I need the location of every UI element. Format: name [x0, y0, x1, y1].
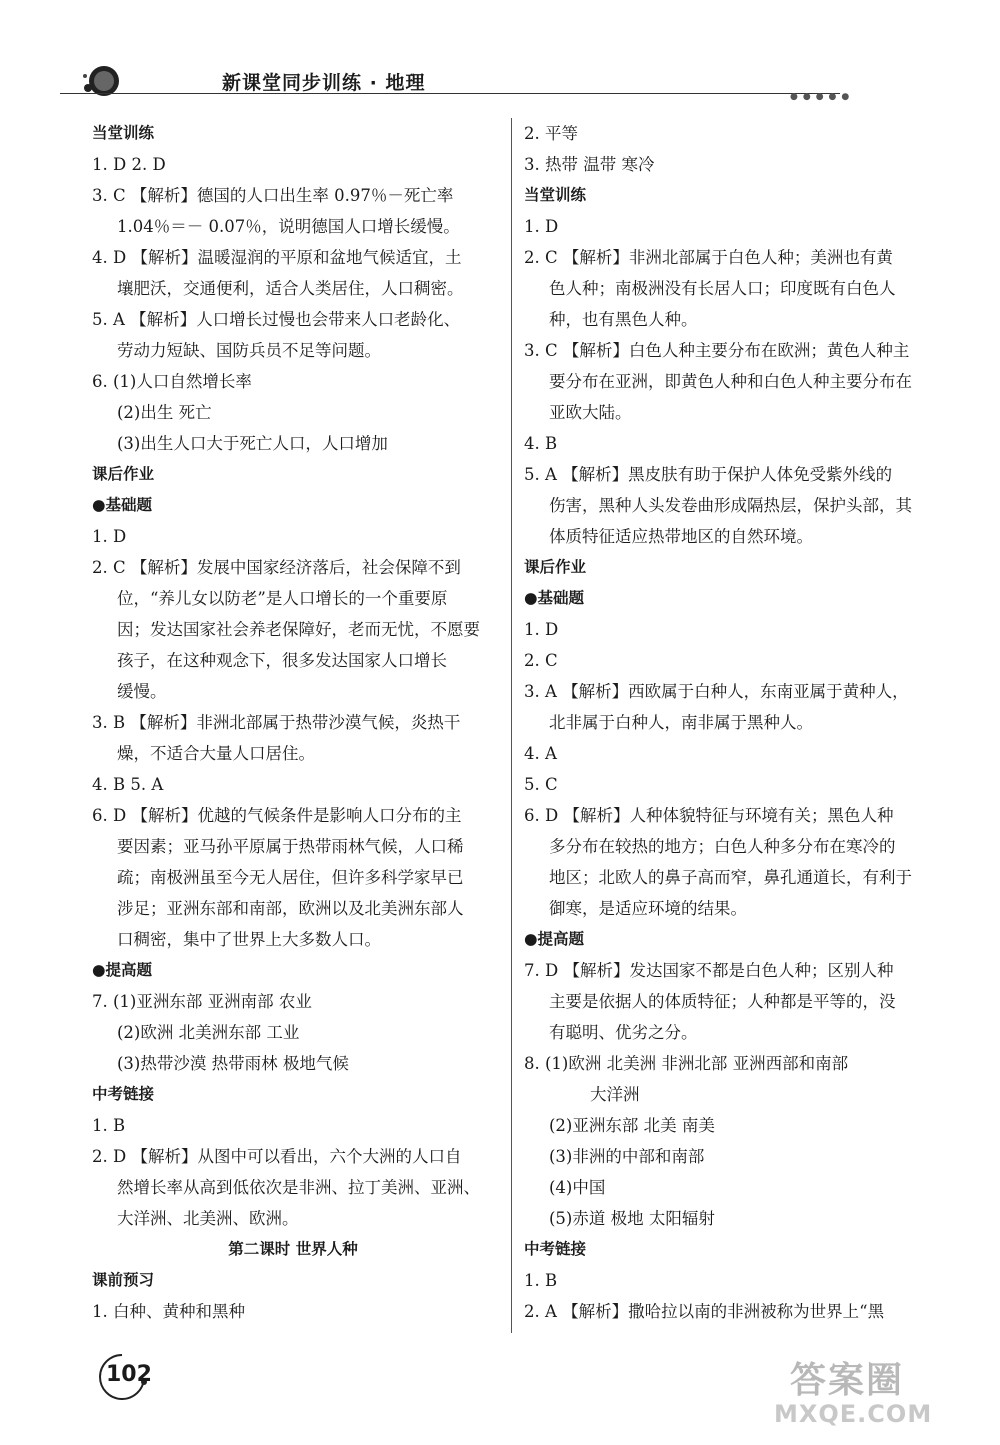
answer-line: 7. D 【解析】发达国家不都是白色人种；区别人种: [524, 961, 894, 980]
answer-line: 壤肥沃，交通便利，适合人类居住，人口稠密。: [117, 279, 464, 298]
answer-line: 2. A 【解析】撒哈拉以南的非洲被称为世界上“黑: [524, 1302, 885, 1321]
answer-line: 口稠密，集中了世界上大多数人口。: [117, 930, 381, 949]
section-heading: ●提高题: [524, 930, 585, 948]
answer-line: 5. C: [524, 775, 558, 794]
answer-line: 4. B: [524, 434, 558, 453]
answer-line: 要因素；亚马孙平原属于热带雨林气候，人口稀: [117, 837, 464, 856]
answer-line: 6. (1)人口自然增长率: [92, 372, 252, 391]
answer-line: 有聪明、优劣之分。: [549, 1023, 698, 1042]
answer-line: 缓慢。: [117, 682, 167, 701]
lesson-title: 第二课时 世界人种: [228, 1240, 358, 1258]
watermark-url: MXQE.COM: [774, 1400, 933, 1428]
answer-line: 涉足；亚洲东部和南部，欧洲以及北美洲东部人: [117, 899, 464, 918]
answer-line: 1. D: [92, 527, 127, 546]
header-rule: [60, 93, 840, 94]
answer-line: 1. 白种、黄种和黑种: [92, 1302, 245, 1321]
answer-line: 1.04％＝－ 0.07％，说明德国人口增长缓慢。: [117, 217, 460, 236]
answer-line: (2)欧洲 北美洲东部 工业: [117, 1023, 300, 1042]
answer-line: 大洋洲: [590, 1085, 640, 1104]
answer-line: 种，也有黑色人种。: [549, 310, 698, 329]
answer-line: 8. (1)欧洲 北美洲 非洲北部 亚洲西部和南部: [524, 1054, 849, 1073]
section-heading: ●基础题: [524, 589, 585, 607]
answer-line: 4. D 【解析】温暖湿润的平原和盆地气候适宜，土: [92, 248, 462, 267]
header-dots: ●●●●●: [790, 92, 855, 102]
answer-line: 要分布在亚洲，即黄色人种和白色人种主要分布在: [549, 372, 912, 391]
answer-line: 大洋洲、北美洲、欧洲。: [117, 1209, 299, 1228]
answer-line: (3)热带沙漠 热带雨林 极地气候: [117, 1054, 349, 1073]
answer-line: (3)非洲的中部和南部: [549, 1147, 705, 1166]
answer-line: 5. A 【解析】黑皮肤有助于保护人体免受紫外线的: [524, 465, 893, 484]
answer-line: 然增长率从高到低依次是非洲、拉丁美洲、亚洲、: [117, 1178, 480, 1197]
right-column: [524, 118, 922, 1327]
answer-line: 疏；南极洲虽至今无人居住，但许多科学家早已: [117, 868, 464, 887]
answer-line: 位，“养儿女以防老”是人口增长的一个重要原: [117, 589, 448, 608]
answer-line: (5)赤道 极地 太阳辐射: [549, 1209, 715, 1228]
header-title: 新课堂同步训练 · 地理: [222, 72, 426, 94]
section-heading: 课后作业: [92, 465, 155, 483]
answer-line: 1. B: [92, 1116, 126, 1135]
answer-line: (4)中国: [549, 1178, 606, 1197]
answer-line: 3. A 【解析】西欧属于白种人，东南亚属于黄种人，: [524, 682, 909, 701]
answer-line: (2)出生 死亡: [117, 403, 212, 422]
answer-line: 7. (1)亚洲东部 亚洲南部 农业: [92, 992, 312, 1011]
answer-line: 色人种；南极洲没有长居人口；印度既有白色人: [549, 279, 896, 298]
section-heading: 中考链接: [92, 1085, 155, 1103]
answer-line: 2. C: [524, 651, 558, 670]
answer-line: (3)出生人口大于死亡人口，人口增加: [117, 434, 388, 453]
answer-line: 3. B 【解析】非洲北部属于热带沙漠气候，炎热干: [92, 713, 461, 732]
section-heading: 课后作业: [524, 558, 587, 576]
section-heading: 课前预习: [92, 1271, 155, 1289]
answer-line: 3. C 【解析】德国的人口出生率 0.97％－死亡率: [92, 186, 454, 205]
answer-line: 1. D 2. D: [92, 155, 166, 174]
answer-line: 2. C 【解析】非洲北部属于白色人种；美洲也有黄: [524, 248, 893, 267]
section-heading: ●提高题: [92, 961, 153, 979]
answer-line: 3. 热带 温带 寒冷: [524, 155, 655, 174]
answer-line: 燥，不适合大量人口居住。: [117, 744, 315, 763]
book-logo-icon: [82, 62, 122, 100]
answer-line: 4. B 5. A: [92, 775, 164, 794]
answer-line: 1. D: [524, 620, 559, 639]
answer-line: 地区；北欧人的鼻子高而窄，鼻孔通道长，有利于: [549, 868, 912, 887]
answer-line: 因；发达国家社会养老保障好，老而无忧，不愿要: [117, 620, 480, 639]
column-divider: [511, 118, 512, 1333]
answer-line: 6. D 【解析】人种体貌特征与环境有关；黑色人种: [524, 806, 894, 825]
answer-line: 孩子，在这种观念下，很多发达国家人口增长: [117, 651, 447, 670]
answer-line: 劳动力短缺、国防兵员不足等问题。: [117, 341, 381, 360]
section-heading: ●基础题: [92, 496, 153, 514]
section-heading: 当堂训练: [524, 186, 587, 204]
answer-line: 伤害，黑种人头发卷曲形成隔热层，保护头部，其: [549, 496, 912, 515]
answer-line: 5. A 【解析】人口增长过慢也会带来人口老龄化、: [92, 310, 461, 329]
watermark-logo: 答案圈: [790, 1360, 905, 1401]
answer-line: 体质特征适应热带地区的自然环境。: [549, 527, 813, 546]
left-column: [92, 118, 494, 1327]
answer-line: 亚欧大陆。: [549, 403, 632, 422]
answer-line: 3. C 【解析】白色人种主要分布在欧洲；黄色人种主: [524, 341, 910, 360]
answer-line: 2. 平等: [524, 124, 578, 143]
answer-line: 1. D: [524, 217, 559, 236]
section-heading: 中考链接: [524, 1240, 587, 1258]
answer-line: 主要是依据人的体质特征；人种都是平等的，没: [549, 992, 896, 1011]
answer-line: 2. C 【解析】发展中国家经济落后，社会保障不到: [92, 558, 461, 577]
answer-line: 多分布在较热的地方；白色人种多分布在寒冷的: [549, 837, 896, 856]
answer-line: 6. D 【解析】优越的气候条件是影响人口分布的主: [92, 806, 462, 825]
answer-line: 1. B: [524, 1271, 558, 1290]
answer-line: 北非属于白种人，南非属于黑种人。: [549, 713, 813, 732]
section-heading: 当堂训练: [92, 124, 155, 142]
answer-line: 2. D 【解析】从图中可以看出，六个大洲的人口自: [92, 1147, 462, 1166]
answer-line: (2)亚洲东部 北美 南美: [549, 1116, 715, 1135]
answer-line: 御寒，是适应环境的结果。: [549, 899, 747, 918]
answer-line: 4. A: [524, 744, 557, 763]
page-number: 102: [106, 1362, 152, 1387]
